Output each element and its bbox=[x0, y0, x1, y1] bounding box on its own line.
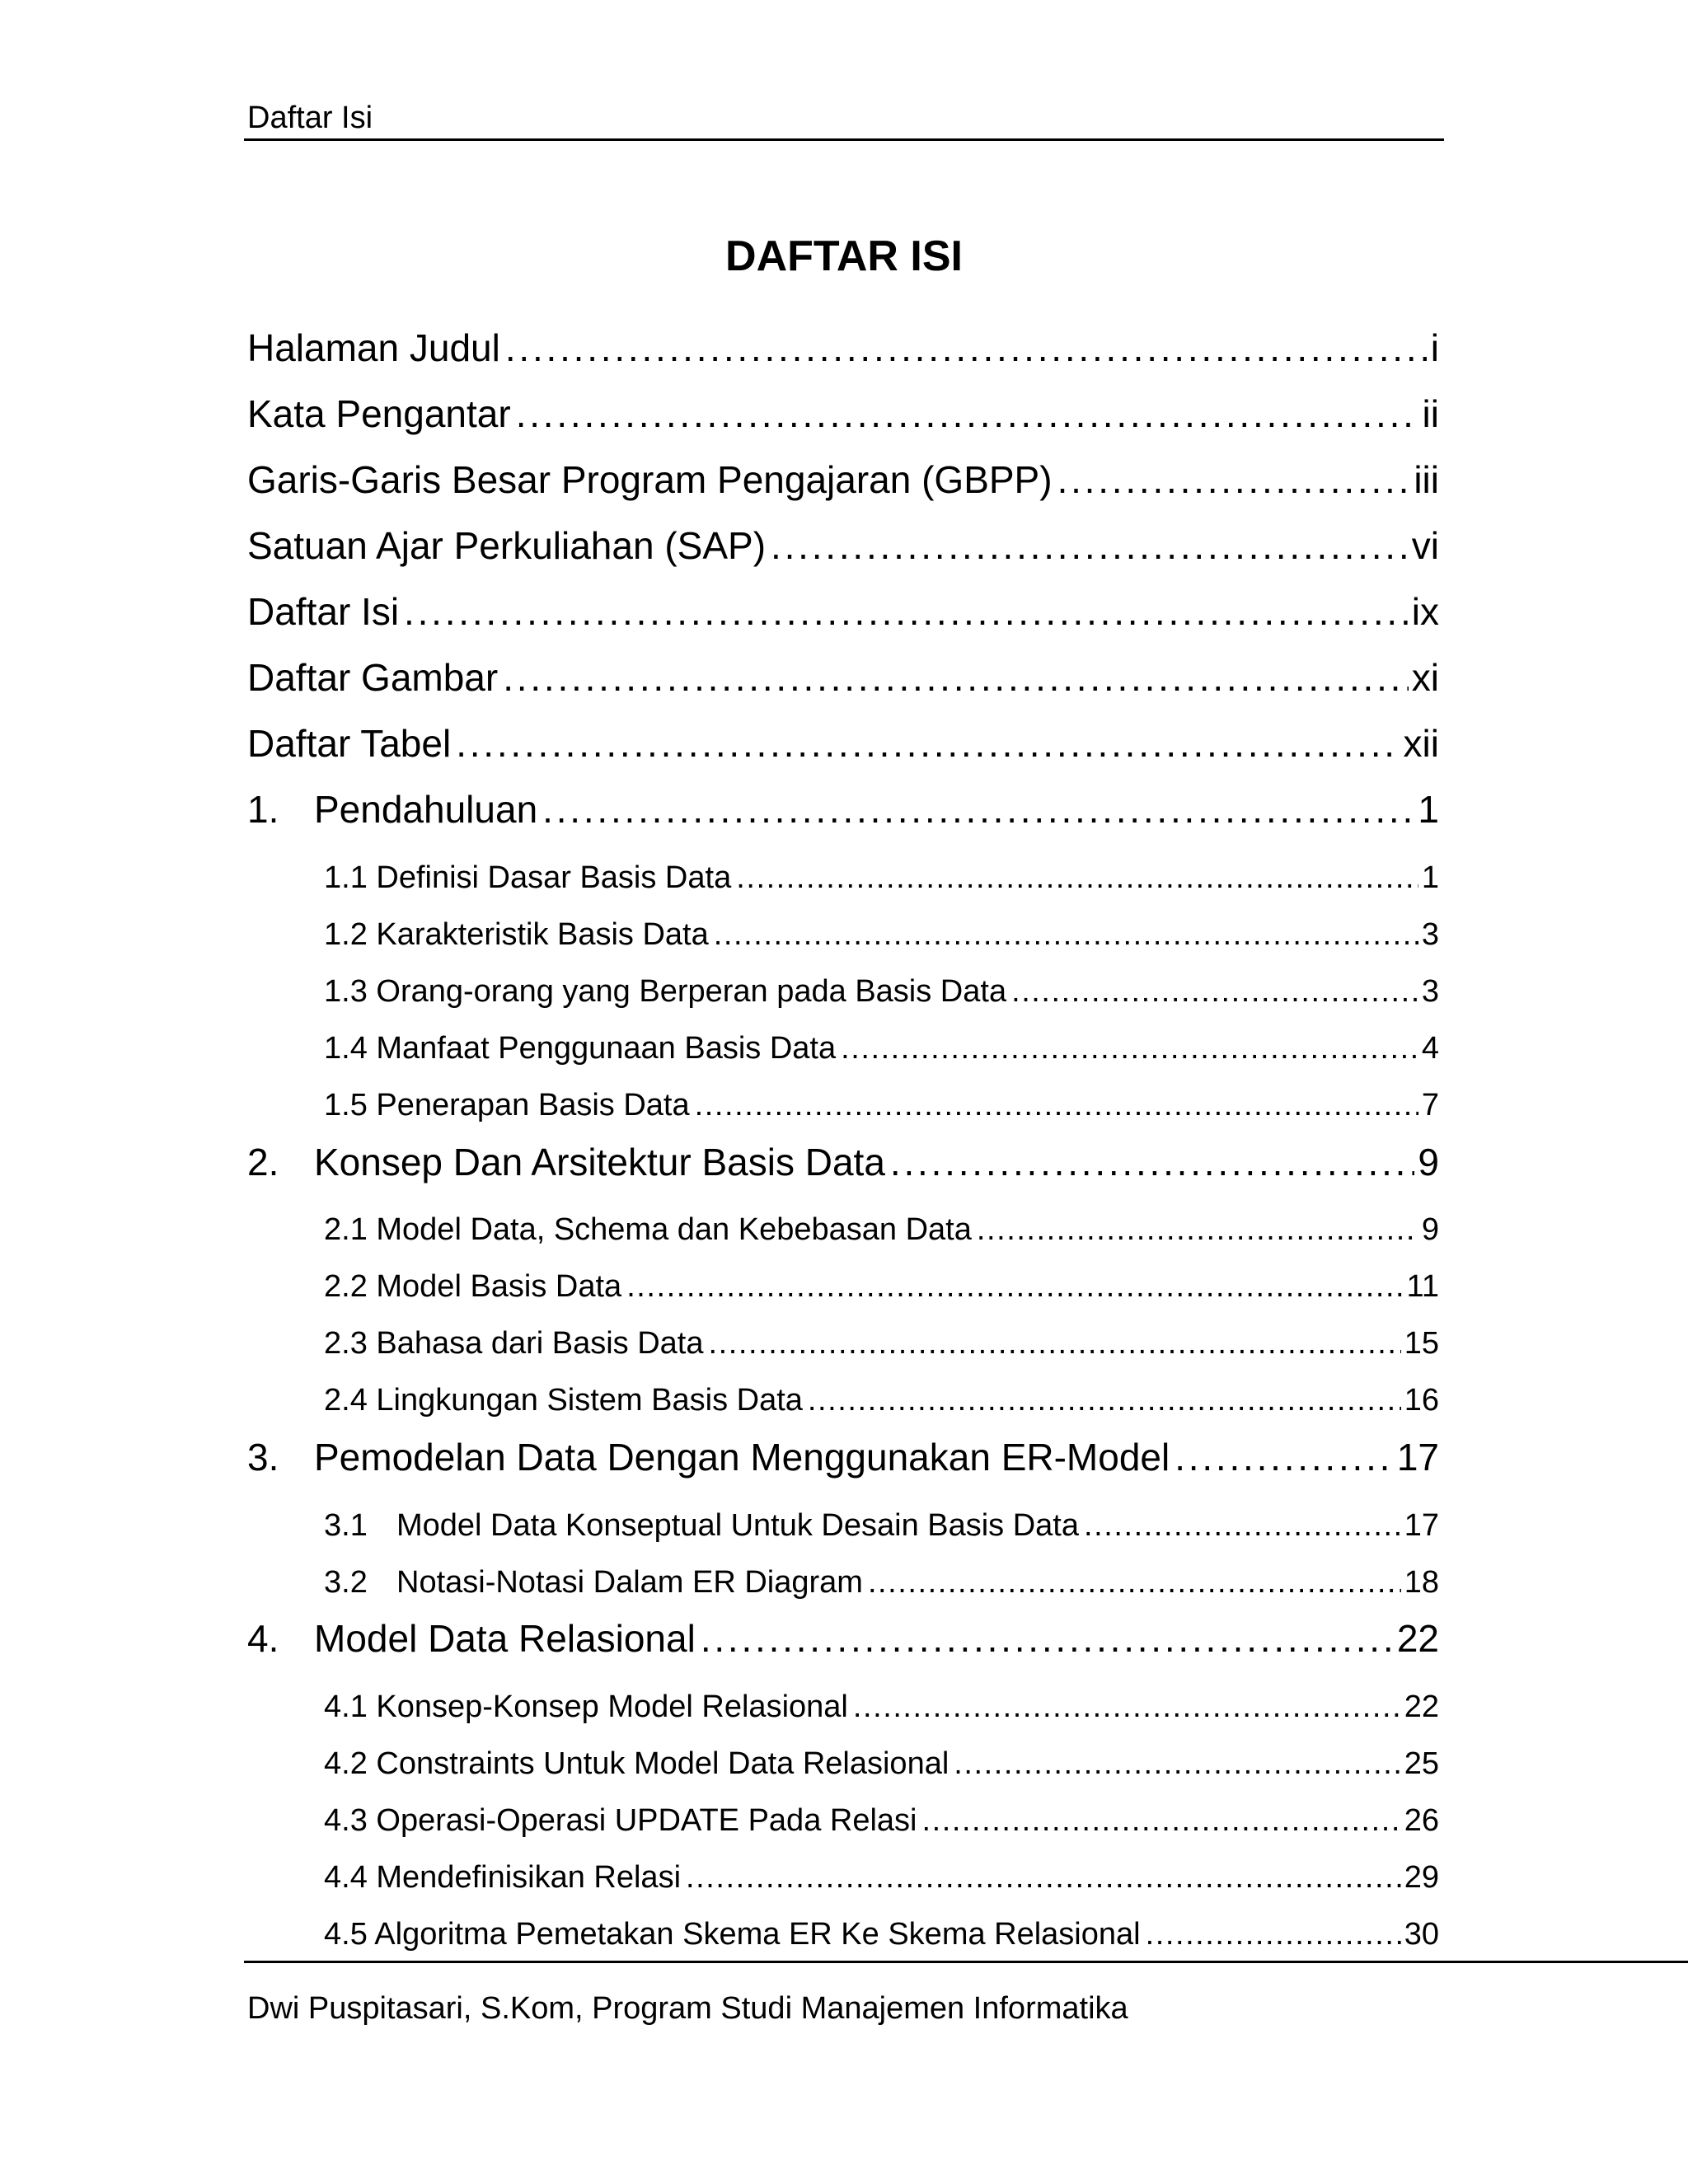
toc-entry-page: iii bbox=[1414, 458, 1439, 501]
toc-section-1-1[interactable] bbox=[324, 857, 1439, 898]
toc-entry-sap[interactable] bbox=[247, 521, 1439, 570]
section-title: 2.2 Model Basis Data bbox=[324, 1269, 622, 1304]
toc-chapter-1[interactable] bbox=[247, 785, 1439, 834]
dot-leader bbox=[803, 1380, 1401, 1421]
section-title: 4.5 Algoritma Pemetakan Skema ER Ke Skema Relasional bbox=[324, 1917, 1141, 1952]
toc-entry-title: Daftar Gambar bbox=[247, 656, 499, 699]
page-title: DAFTAR ISI bbox=[725, 232, 963, 280]
section-title: 1.2 Karakteristik Basis Data bbox=[324, 917, 709, 952]
chapter-number: 4. bbox=[247, 1617, 279, 1660]
toc-section-4-3[interactable] bbox=[324, 1800, 1439, 1841]
section-title: 1.4 Manfaat Penggunaan Basis Data bbox=[324, 1031, 837, 1066]
toc-section-2-2[interactable] bbox=[324, 1266, 1439, 1307]
toc-entry-title: Daftar Tabel bbox=[247, 722, 452, 765]
toc-entry-gbpp[interactable] bbox=[247, 455, 1439, 504]
dot-leader bbox=[1170, 1432, 1394, 1482]
section-page: 4 bbox=[1421, 1031, 1439, 1066]
toc-entry-title: Garis-Garis Besar Program Pengajaran (GBPP) bbox=[247, 458, 1053, 501]
chapter-page: 9 bbox=[1418, 1141, 1439, 1183]
chapter-number: 1. bbox=[247, 788, 279, 831]
toc-section-3-2[interactable] bbox=[324, 1562, 1439, 1603]
toc-entry-daftar-isi[interactable] bbox=[247, 587, 1439, 636]
toc-entry-page: i bbox=[1430, 326, 1439, 369]
section-page: 9 bbox=[1421, 1212, 1439, 1247]
section-page: 7 bbox=[1421, 1088, 1439, 1122]
toc-section-1-2[interactable] bbox=[324, 914, 1439, 955]
toc-section-1-5[interactable] bbox=[324, 1085, 1439, 1126]
section-title: 2.4 Lingkungan Sistem Basis Data bbox=[324, 1383, 803, 1418]
dot-leader bbox=[498, 653, 1409, 702]
section-title: 2.3 Bahasa dari Basis Data bbox=[324, 1326, 704, 1361]
section-page: 1 bbox=[1421, 860, 1439, 895]
dot-leader bbox=[885, 1137, 1415, 1187]
dot-leader bbox=[917, 1800, 1400, 1841]
dot-leader bbox=[681, 1857, 1401, 1898]
toc-section-1-3[interactable] bbox=[324, 971, 1439, 1012]
chapter-title: Konsep Dan Arsitektur Basis Data bbox=[314, 1141, 885, 1183]
section-title: Model Data Konseptual Untuk Desain Basis Data bbox=[396, 1508, 1080, 1543]
section-page: 29 bbox=[1404, 1860, 1439, 1895]
toc-entry-halaman-judul[interactable] bbox=[247, 323, 1439, 373]
chapter-title: Pemodelan Data Dengan Menggunakan ER-Model bbox=[314, 1436, 1170, 1479]
section-page: 3 bbox=[1421, 974, 1439, 1009]
dot-leader bbox=[731, 857, 1418, 898]
toc-section-4-1[interactable] bbox=[324, 1686, 1439, 1727]
toc-chapter-2[interactable] bbox=[247, 1137, 1439, 1187]
toc-section-4-4[interactable] bbox=[324, 1857, 1439, 1898]
section-title: 4.1 Konsep-Konsep Model Relasional bbox=[324, 1690, 848, 1724]
chapter-page: 22 bbox=[1396, 1617, 1439, 1660]
section-title: 4.4 Mendefinisikan Relasi bbox=[324, 1860, 682, 1895]
dot-leader bbox=[863, 1562, 1401, 1603]
section-page: 22 bbox=[1404, 1690, 1439, 1724]
dot-leader bbox=[621, 1266, 1403, 1307]
section-title: 2.1 Model Data, Schema dan Kebebasan Data bbox=[324, 1212, 972, 1247]
toc-entry-title: Daftar Isi bbox=[247, 590, 400, 633]
toc-entry-kata-pengantar[interactable] bbox=[247, 389, 1439, 438]
dot-leader bbox=[709, 914, 1418, 955]
dot-leader bbox=[848, 1686, 1401, 1727]
section-page: 15 bbox=[1404, 1326, 1439, 1361]
section-title: 1.5 Penerapan Basis Data bbox=[324, 1088, 690, 1122]
toc-chapter-4[interactable] bbox=[247, 1614, 1439, 1663]
section-title: 4.2 Constraints Untuk Model Data Relasional bbox=[324, 1746, 950, 1781]
toc-entry-page: ii bbox=[1422, 392, 1439, 435]
chapter-page: 1 bbox=[1418, 788, 1439, 831]
section-number: 3.1 bbox=[324, 1508, 368, 1543]
toc-section-2-4[interactable] bbox=[324, 1380, 1439, 1421]
section-page: 16 bbox=[1404, 1383, 1439, 1418]
section-page: 26 bbox=[1404, 1803, 1439, 1838]
toc-section-3-1[interactable] bbox=[324, 1505, 1439, 1546]
toc-section-4-2[interactable] bbox=[324, 1743, 1439, 1784]
dot-leader bbox=[766, 521, 1409, 570]
section-page: 11 bbox=[1406, 1269, 1439, 1304]
toc-entry-page: ix bbox=[1411, 590, 1439, 633]
toc-section-4-5[interactable] bbox=[324, 1914, 1439, 1955]
section-title: Notasi-Notasi Dalam ER Diagram bbox=[396, 1565, 863, 1600]
dot-leader bbox=[511, 389, 1419, 438]
dot-leader bbox=[1006, 971, 1418, 1012]
toc-entry-title: Halaman Judul bbox=[247, 326, 500, 369]
dot-leader bbox=[690, 1085, 1418, 1126]
dot-leader bbox=[1141, 1914, 1401, 1955]
dot-leader bbox=[451, 719, 1400, 768]
toc-section-2-1[interactable] bbox=[324, 1209, 1439, 1250]
section-page: 25 bbox=[1404, 1746, 1439, 1781]
toc-entry-daftar-gambar[interactable] bbox=[247, 653, 1439, 702]
toc-entry-title: Kata Pengantar bbox=[247, 392, 511, 435]
footer-author: Dwi Puspitasari, S.Kom, Program Studi Manajemen Informatika bbox=[247, 1991, 1128, 2026]
chapter-number: 3. bbox=[247, 1436, 279, 1479]
chapter-title: Model Data Relasional bbox=[314, 1617, 696, 1660]
section-title: 1.3 Orang-orang yang Berperan pada Basis Data bbox=[324, 974, 1007, 1009]
section-title: 4.3 Operasi-Operasi UPDATE Pada Relasi bbox=[324, 1803, 917, 1838]
section-title: 1.1 Definisi Dasar Basis Data bbox=[324, 860, 732, 895]
dot-leader bbox=[949, 1743, 1400, 1784]
section-page: 17 bbox=[1404, 1508, 1439, 1543]
toc-entry-page: vi bbox=[1411, 524, 1439, 567]
footer-divider bbox=[244, 1961, 1688, 1963]
toc-entry-daftar-tabel[interactable] bbox=[247, 719, 1439, 768]
section-page: 3 bbox=[1421, 917, 1439, 952]
dot-leader bbox=[500, 323, 1428, 373]
toc-entry-page: xi bbox=[1411, 656, 1439, 699]
section-page: 30 bbox=[1404, 1917, 1439, 1952]
dot-leader bbox=[537, 785, 1414, 834]
dot-leader bbox=[836, 1028, 1418, 1069]
dot-leader bbox=[972, 1209, 1418, 1250]
running-header: Daftar Isi bbox=[247, 101, 373, 135]
chapter-page: 17 bbox=[1396, 1436, 1439, 1479]
dot-leader bbox=[399, 587, 1409, 636]
chapter-number: 2. bbox=[247, 1141, 279, 1183]
toc-entry-title: Satuan Ajar Perkuliahan (SAP) bbox=[247, 524, 767, 567]
toc-chapter-3[interactable] bbox=[247, 1432, 1439, 1482]
dot-leader bbox=[1053, 455, 1411, 504]
section-page: 18 bbox=[1404, 1565, 1439, 1600]
dot-leader bbox=[696, 1614, 1394, 1663]
dot-leader bbox=[704, 1323, 1401, 1364]
dot-leader bbox=[1079, 1505, 1401, 1546]
toc-section-2-3[interactable] bbox=[324, 1323, 1439, 1364]
toc-section-1-4[interactable] bbox=[324, 1028, 1439, 1069]
toc-entry-page: xii bbox=[1403, 722, 1439, 765]
section-number: 3.2 bbox=[324, 1565, 368, 1600]
chapter-title: Pendahuluan bbox=[314, 788, 538, 831]
